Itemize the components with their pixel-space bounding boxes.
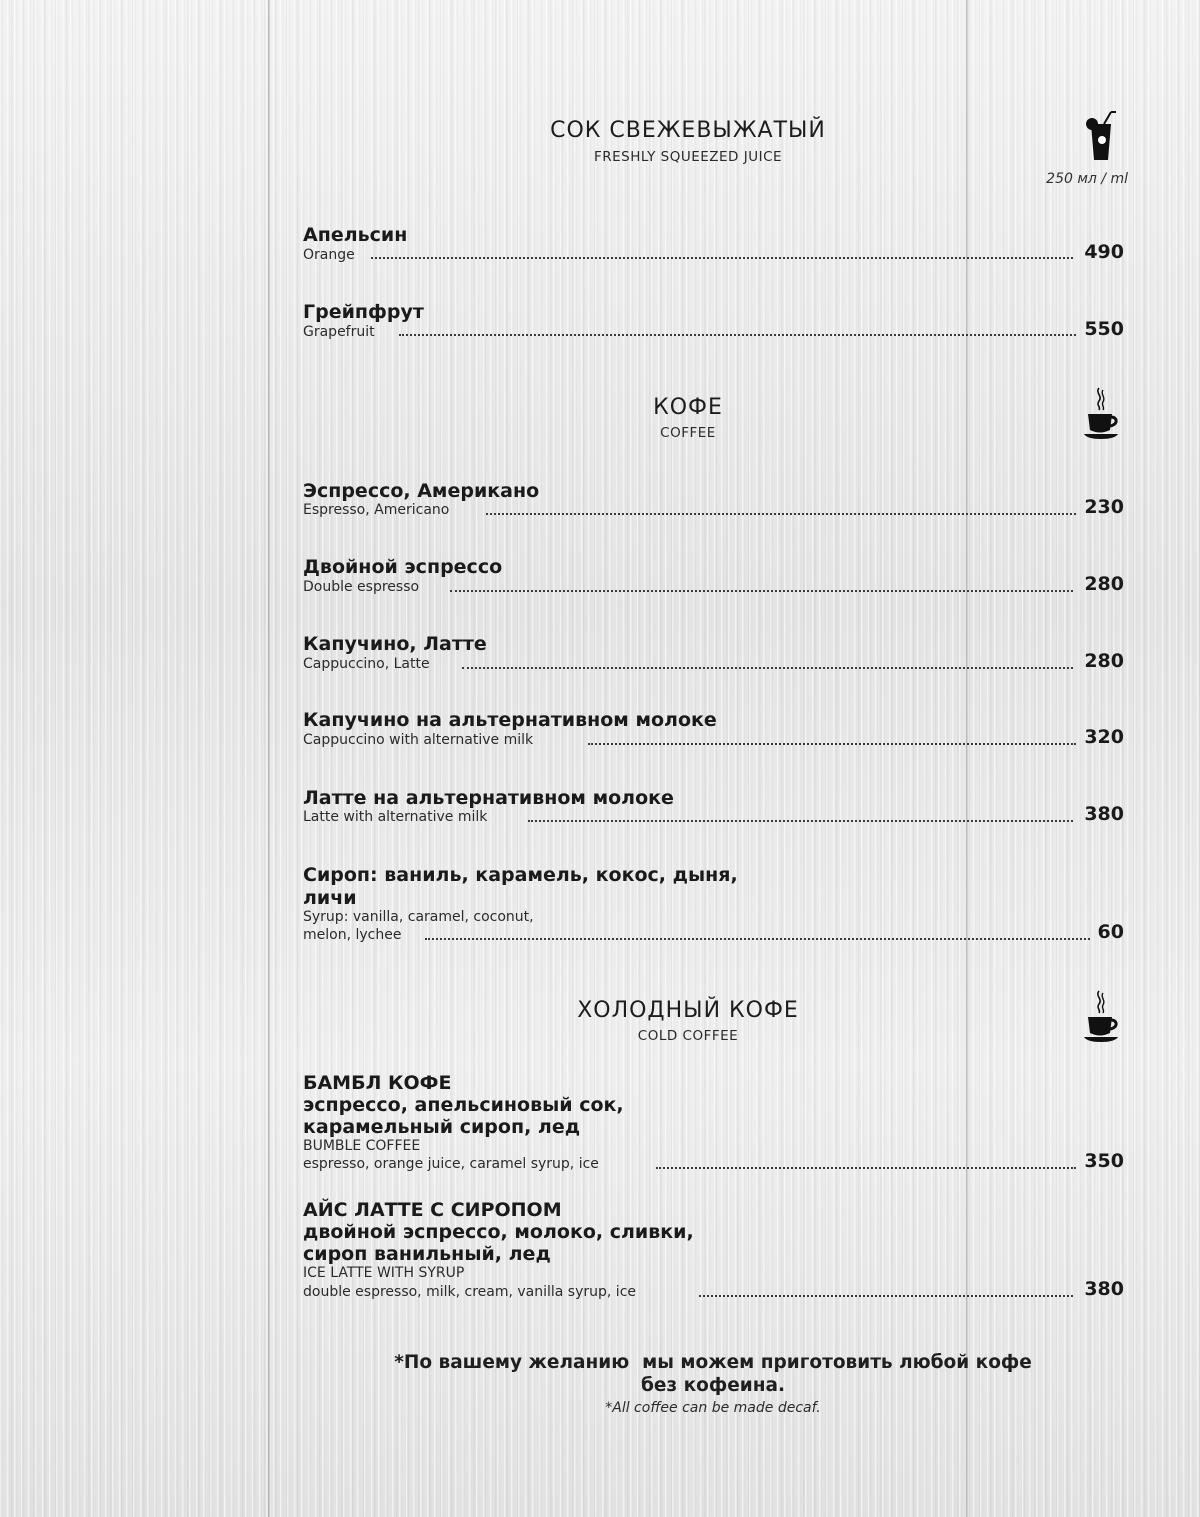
footnote-en: *All coffee can be made decaf.	[605, 1400, 821, 1416]
item-price: 380	[1084, 1278, 1124, 1300]
item-price: 550	[1084, 318, 1124, 340]
item-price: 320	[1084, 726, 1124, 748]
item-subtitle: Cappuccino, Latte	[303, 656, 430, 672]
item-price: 380	[1084, 803, 1124, 825]
item-subtitle: Latte with alternative milk	[303, 809, 488, 825]
item-subtitle: Syrup: vanilla, caramel, coconut,	[303, 909, 534, 925]
item-subtitle: Espresso, Americano	[303, 502, 450, 518]
section-title-juice: СОК СВЕЖЕВЫЖАТЫЙ	[550, 118, 826, 143]
item-subtitle: BUMBLE COFFEE	[303, 1138, 421, 1154]
item-price: 280	[1084, 650, 1124, 672]
item-price: 60	[1097, 921, 1124, 943]
item-subtitle: Grapefruit	[303, 324, 375, 340]
item-name: Капучино на альтернативном молоке	[303, 709, 717, 731]
item-name: Эспрессо, Американо	[303, 480, 540, 502]
leader-dots	[462, 667, 1073, 669]
leader-dots	[486, 513, 1076, 515]
volume-label: 250 мл / ml	[1046, 171, 1128, 187]
item-subtitle: Cappuccino with alternative milk	[303, 732, 534, 748]
item-name: БАМБЛ КОФЕ	[303, 1072, 452, 1094]
item-name: Капучино, Латте	[303, 633, 487, 655]
item-name: карамельный сироп, лед	[303, 1116, 581, 1138]
item-name: Двойной эспрессо	[303, 556, 503, 578]
item-price: 350	[1084, 1150, 1124, 1172]
decaf-footnote	[300, 1351, 1126, 1416]
juice-glass-icon	[1082, 110, 1120, 162]
item-name: Грейпфрут	[303, 301, 424, 323]
leader-dots	[399, 334, 1076, 336]
item-subtitle: ICE LATTE WITH SYRUP	[303, 1265, 465, 1281]
item-price: 280	[1084, 573, 1124, 595]
item-subtitle: Orange	[303, 247, 355, 263]
leader-dots	[656, 1167, 1076, 1169]
item-price: 230	[1084, 496, 1124, 518]
item-name: сироп ванильный, лед	[303, 1243, 551, 1265]
item-subtitle: melon, lychee	[303, 927, 402, 943]
leader-dots	[588, 743, 1076, 745]
leader-dots	[528, 820, 1073, 822]
item-name: Латте на альтернативном молоке	[303, 787, 674, 809]
coffee-cup-icon	[1082, 386, 1120, 442]
item-name: Апельсин	[303, 224, 408, 246]
section-subtitle-coffee: COFFEE	[660, 425, 716, 441]
item-price: 490	[1084, 241, 1124, 263]
leader-dots	[699, 1295, 1073, 1297]
item-name: эспрессо, апельсиновый сок,	[303, 1094, 624, 1116]
section-title-coffee: КОФЕ	[653, 395, 723, 420]
item-name: Сироп: ваниль, карамель, кокос, дыня,	[303, 864, 738, 886]
item-subtitle: Double espresso	[303, 579, 420, 595]
footnote-ru-line1: *По вашему желанию мы можем приготовить любой кофе	[394, 1352, 1032, 1373]
item-name: личи	[303, 887, 357, 909]
section-subtitle-cold-coffee: COLD COFFEE	[637, 1028, 739, 1044]
leader-dots	[425, 938, 1090, 940]
item-subtitle: espresso, orange juice, caramel syrup, ice	[303, 1156, 599, 1172]
item-subtitle: double espresso, milk, cream, vanilla syrup, ice	[303, 1284, 637, 1300]
coffee-cup-icon	[1082, 989, 1120, 1045]
footnote-ru-line2: без кофеина.	[640, 1375, 786, 1396]
section-title-cold-coffee: ХОЛОДНЫЙ КОФЕ	[577, 998, 799, 1023]
section-subtitle-juice: FRESHLY SQUEEZED JUICE	[593, 149, 783, 165]
item-name: двойной эспрессо, молоко, сливки,	[303, 1221, 694, 1243]
leader-dots	[371, 257, 1073, 259]
item-name: АЙС ЛАТТЕ С СИРОПОМ	[303, 1199, 562, 1221]
leader-dots	[450, 590, 1073, 592]
